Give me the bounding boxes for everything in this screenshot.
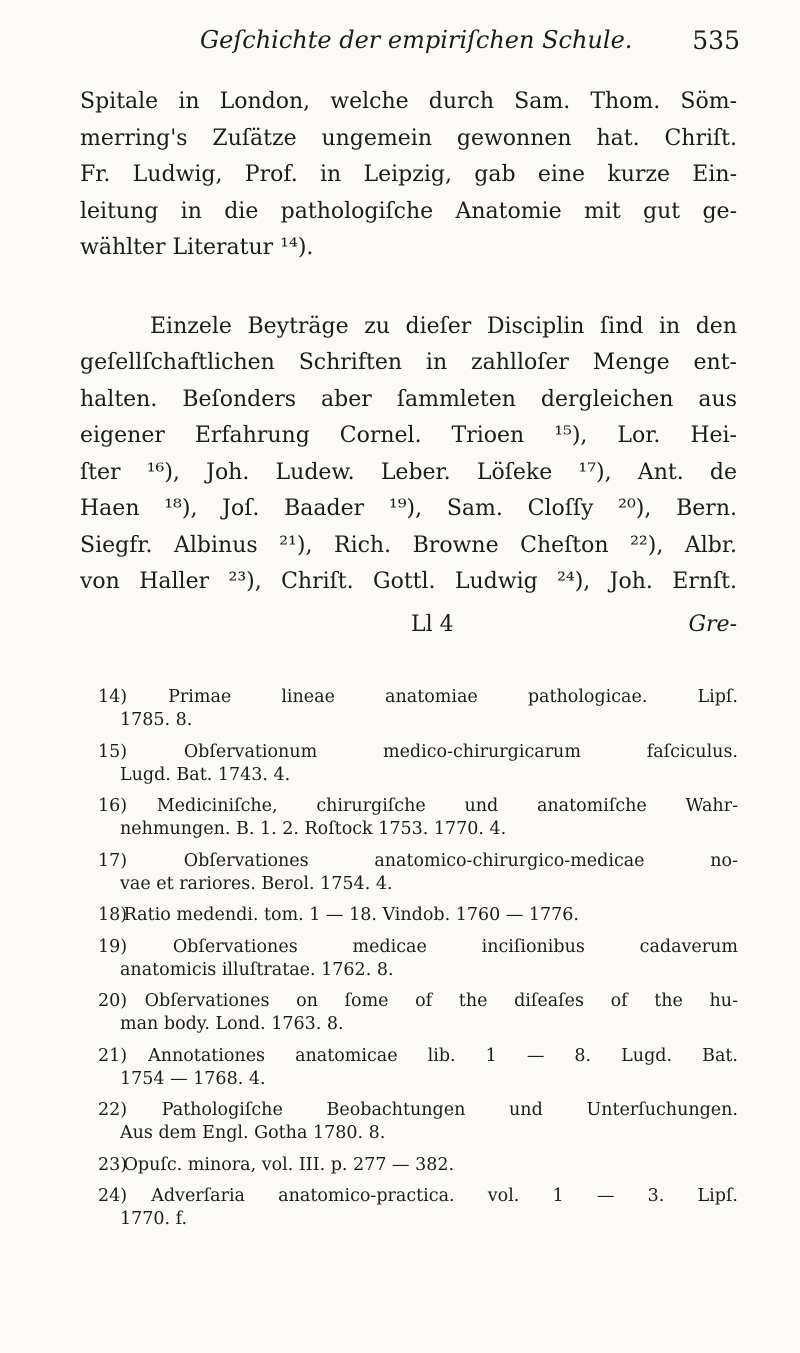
footnote (98, 741, 738, 787)
footnote-text: Obſervationum medico-chirurgicarum faſciculus. (183, 741, 738, 762)
footnote-text: man body. Lond. 1763. 8. (120, 1014, 344, 1034)
signature-mark: Ll 4 (411, 612, 454, 637)
footnote-text: 1754 — 1768. 4. (120, 1068, 266, 1089)
text-line: geſellſchaftlichen Schriften in zahlloſer Menge ent- (80, 350, 737, 375)
text-line: halten. Beſonders aber ſammleten dergleichen aus (80, 386, 737, 412)
footnotes (98, 686, 738, 1240)
text-line: von Haller ²³), Chriſt. Gottl. Ludwig ²⁴), Joh. Ernſt. (80, 569, 737, 594)
footnote (98, 1045, 738, 1091)
footnote-number: 21) (98, 1045, 128, 1066)
catchword: Gre- (688, 612, 737, 637)
text-line: Spitale in London, welche durch Sam. Thom. Söm- (80, 89, 737, 114)
footnote-text: vae et rariores. Berol. 1754. 4. (120, 873, 393, 894)
footnote (98, 850, 738, 896)
footnote-number: 23) (98, 1154, 128, 1175)
footnote-text: Adverſaria anatomico-practica. vol. 1 — 3. Lipſ. (151, 1186, 738, 1206)
text-line: Haen ¹⁸), Joſ. Baader ¹⁹), Sam. Cloſſy ²⁰), Bern. (80, 496, 737, 521)
footnote-text: nehmungen. B. 1. 2. Roſtock 1753. 1770. 4. (120, 819, 507, 839)
running-title: Geſchichte der empiriſchen Schule. (200, 26, 633, 54)
footnote (98, 795, 738, 841)
footnote-text: Annotationes anatomicae lib. 1 — 8. Lugd. Bat. (148, 1045, 738, 1066)
footnote-number: 24) (98, 1186, 128, 1206)
text-line: leitung in die pathologiſche Anatomie mit gut ge- (80, 198, 737, 224)
footnote-text: Mediciniſche, chirurgiſche und anatomiſche Wahr- (156, 796, 738, 816)
page-number: 535 (692, 26, 740, 55)
footnote-number: 17) (98, 850, 128, 871)
footnote-text: Primae lineae anatomiae pathologicae. Lipſ. (168, 687, 738, 707)
footnote-text: Obſervationes medicae inciſionibus cadaverum (172, 936, 738, 957)
footnote-text: Aus dem Engl. Gotha 1780. 8. (120, 1123, 386, 1143)
footnote (98, 990, 738, 1036)
footnote (98, 904, 738, 927)
footnote-number: 19) (98, 936, 128, 957)
footnote (98, 686, 738, 732)
signature-line (80, 612, 737, 648)
text-line: wählter Literatur ¹⁴). (80, 235, 314, 260)
footnote-number: 22) (98, 1100, 128, 1120)
running-head (200, 26, 740, 66)
footnote (98, 1154, 738, 1177)
text-line: Einzele Beyträge zu dieſer Disciplin ſind in den (150, 313, 737, 339)
footnote-number: 16) (98, 796, 128, 816)
footnote-text: Ratio medendi. tom. 1 — 18. Vindob. 1760 — 1776. (123, 905, 579, 925)
footnote (98, 1185, 738, 1231)
footnote-text: Pathologiſche Beobachtungen und Unterſuchungen. (161, 1100, 738, 1120)
footnote-text: Opuſc. minora, vol. III. p. 277 — 382. (123, 1154, 455, 1175)
footnote-text: 1770. f. (120, 1209, 188, 1229)
footnote-text: anatomicis illuſtratae. 1762. 8. (120, 959, 394, 980)
footnote-number: 15) (98, 741, 128, 762)
footnote-text: Lugd. Bat. 1743. 4. (120, 764, 291, 785)
footnote-text: 1785. 8. (120, 710, 193, 730)
footnote-number: 18) (98, 905, 128, 925)
text-line: merring's Zuſätze ungemein gewonnen hat. Chriſt. (80, 125, 737, 151)
paragraph-gap (80, 267, 737, 309)
footnote-number: 20) (98, 991, 128, 1011)
main-text (80, 84, 737, 601)
text-line: ſter ¹⁶), Joh. Ludew. Leber. Löſeke ¹⁷), Ant. de (80, 459, 737, 485)
footnote (98, 1099, 738, 1145)
footnote-text: Obſervationes on ſome of the diſeaſes of the hu- (144, 991, 738, 1011)
footnote (98, 936, 738, 982)
text-line: Fr. Ludwig, Prof. in Leipzig, gab eine kurze Ein- (80, 162, 737, 187)
footnote-number: 14) (98, 687, 128, 707)
text-line: eigener Erfahrung Cornel. Trioen ¹⁵), Lor. Hei- (80, 423, 737, 448)
text-line: Siegfr. Albinus ²¹), Rich. Browne Cheſton ²²), Albr. (80, 532, 737, 558)
footnote-text: Obſervationes anatomico-chirurgico-medicae no- (183, 850, 738, 871)
